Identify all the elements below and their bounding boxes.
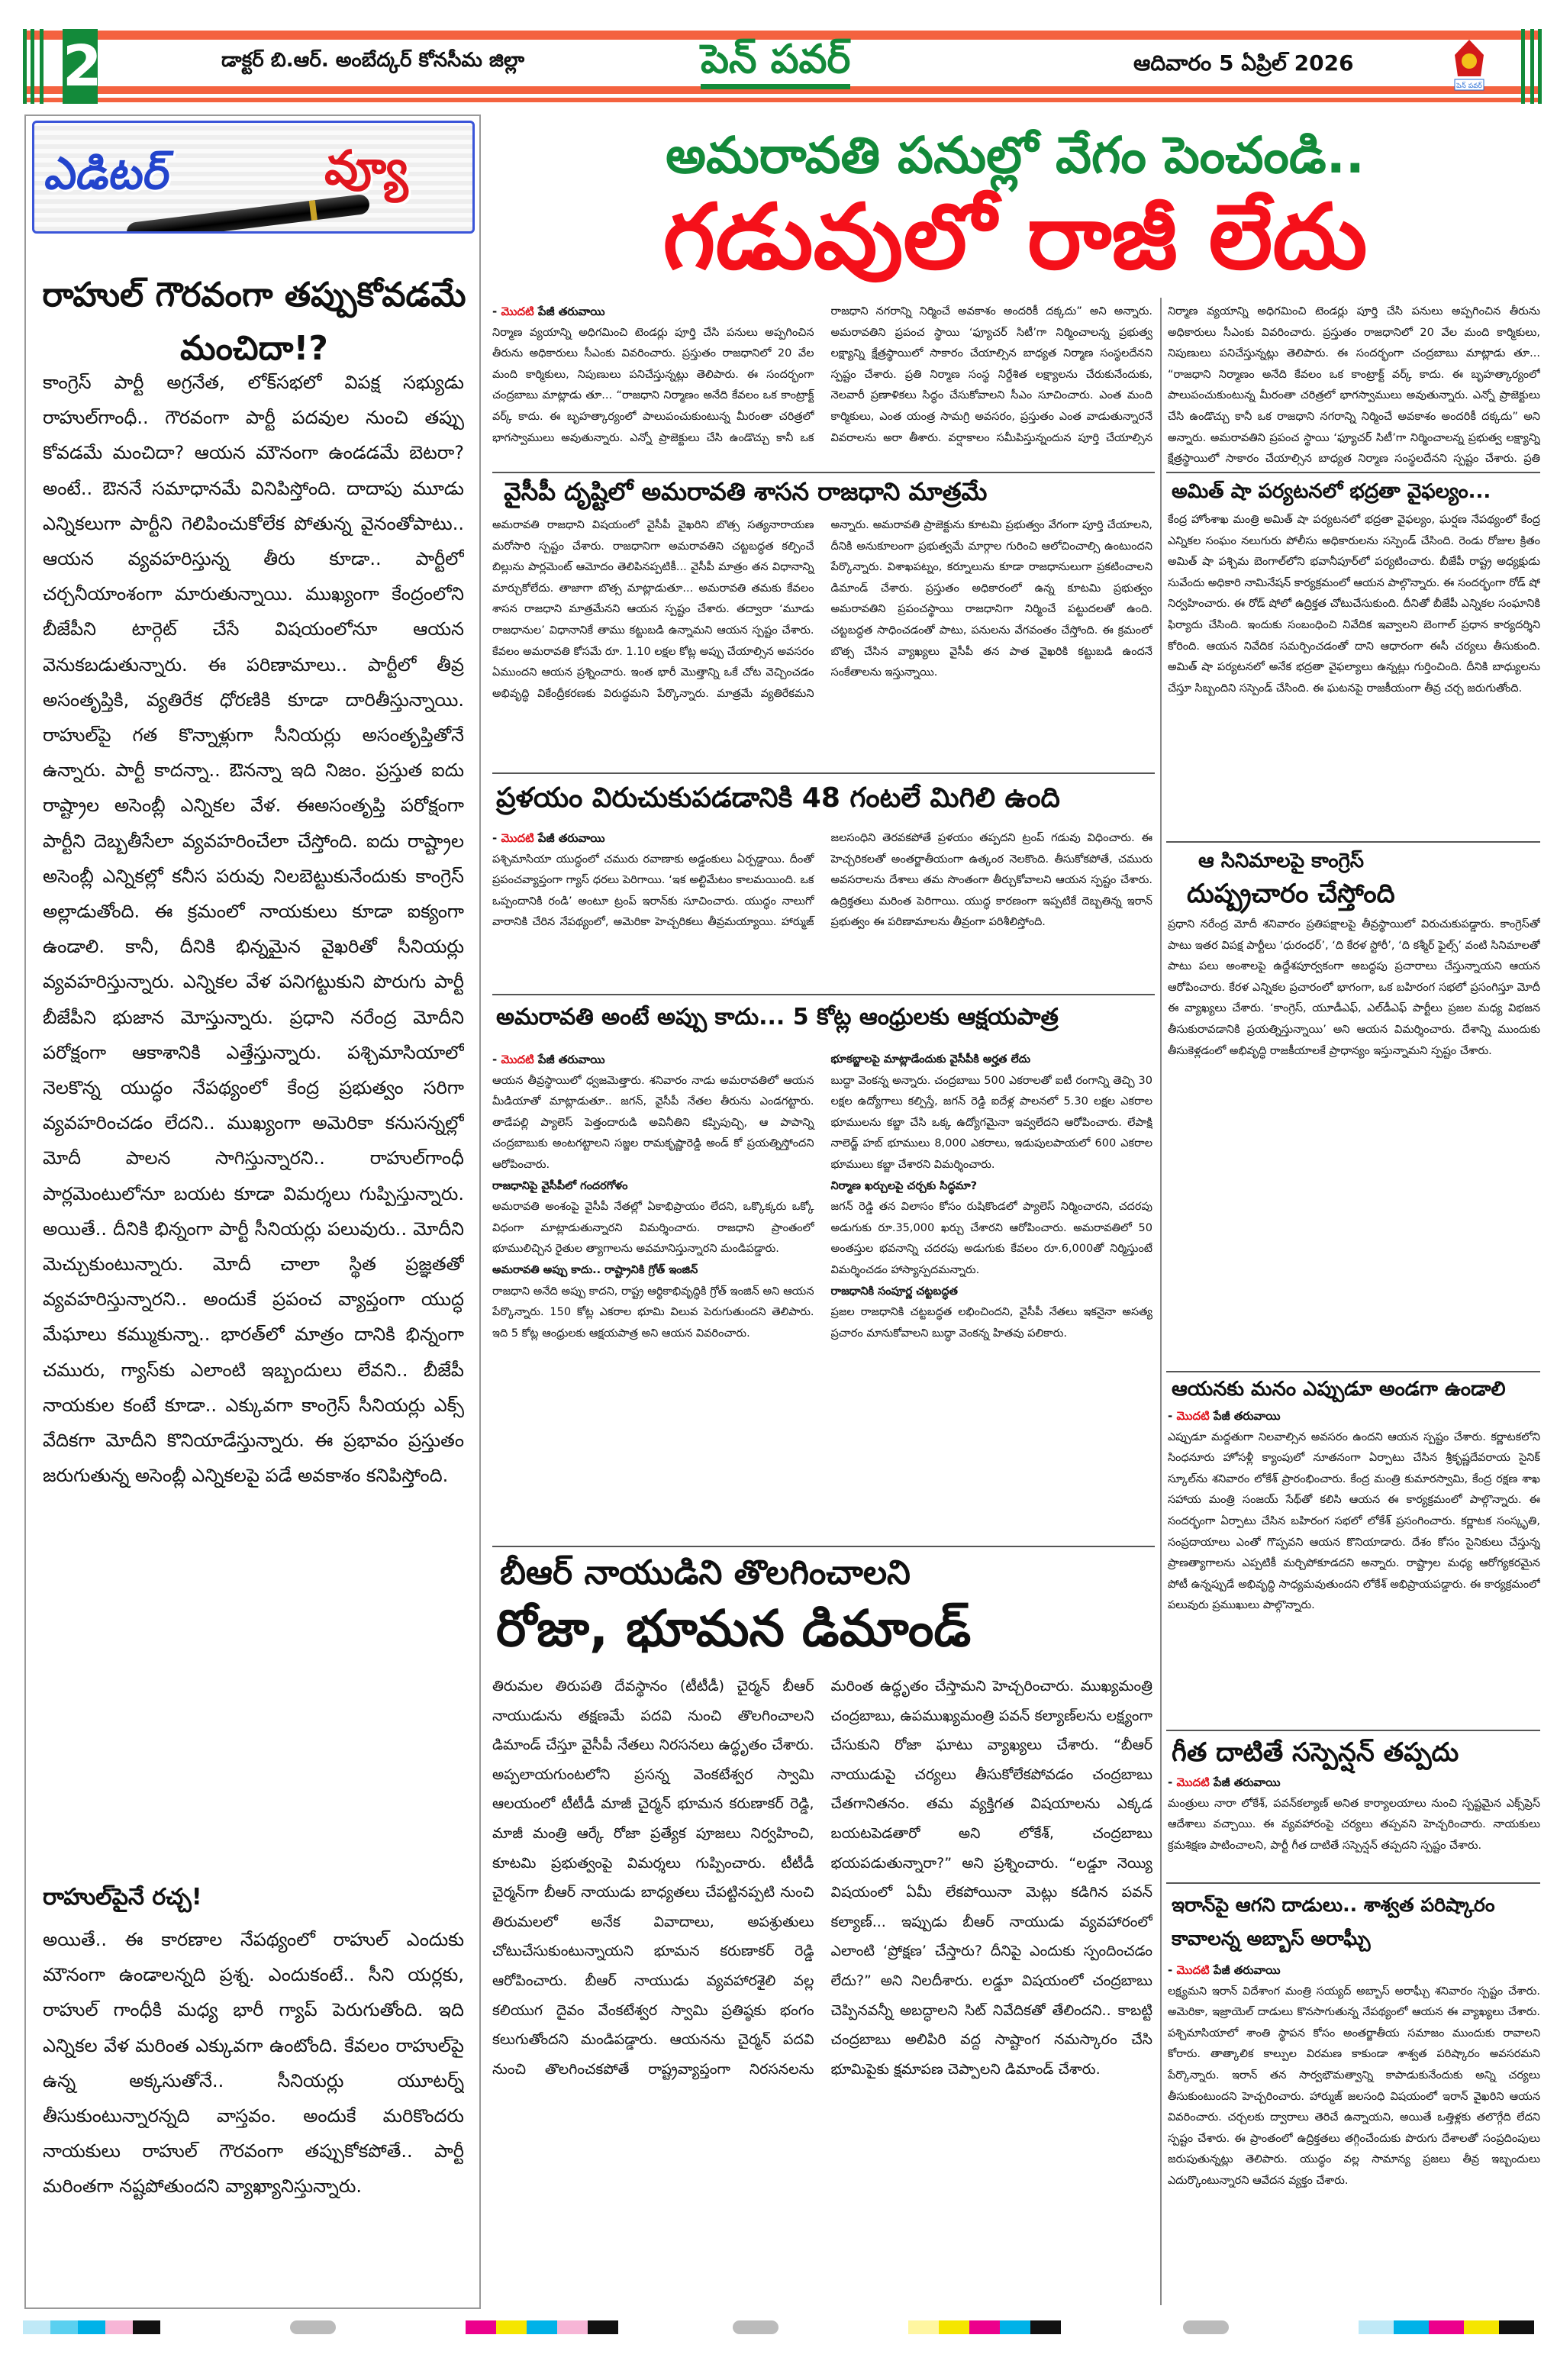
district-name: డాక్టర్ బి.ఆర్. అంబేద్కర్ కోనసీమ జిల్లా: [221, 49, 525, 72]
article-body: - మొదటి పేజీ తరువాయి ఎప్పుడూ మద్దతుగా నిలవాల్సిన అవసరం ఉందని ఆయన స్పష్టం చేశారు. కర్ణాటకలోని సింధనూరు హోసళ్లీ క్యాంపులో నూతనంగా ఏర్పాటు చేసిన శ్రీకృష్ణదేవరాయ సైనిక్ స్కూల్‌ను శనివారం లోకేశ్ ప్రారంభించారు. కేంద్ర మంత్రి కుమారస్వామి, కేంద్ర రక్షణ శాఖ సహాయ మంత్రి సంజయ్ సేథ్‌తో కలిసి ఆయన ఈ కార్యక్రమంలో పాల్గొన్నారు. ఈ సందర్భంగా ఏర్పాటు చేసిన బహిరంగ సభలో లోకేశ్ ప్రసంగించారు. కర్ణాటక సంస్కృతి, సంప్రదాయాలు ఎంతో గొప్పవని ఆయన కొనియాడారు. దేశం కోసం సైనికులు చేస్తున్న ప్రాణత్యాగాలను ఎప్పటికీ మర్చిపోకూడదని అన్నారు. రాష్ట్రాల మధ్య ఆరోగ్యకరమైన పోటీ ఉన్నప్పుడే అభివృద్ధి సాధ్యమవుతుందని లోకేశ్ అభిప్రాయపడ్డారు. ఈ కార్యక్రమంలో పలువురు ప్రముఖులు పాల్గొన్నారు.: [1168, 1409, 1540, 1612]
color-bar: [908, 2320, 1061, 2334]
lead-kicker: అమరావతి పనుల్లో వేగం పెంచండి..: [666, 126, 1365, 185]
subheading: నిర్మాణ ఖర్చులపై చర్చకు సిద్ధమా?: [830, 1179, 978, 1192]
lead-body: [492, 302, 1152, 469]
lead-headline: గడువులో రాజీ లేదు: [662, 184, 1368, 289]
article-body: - మొదటి పేజీ తరువాయి ఆయన తీవ్రస్థాయిలో ధ్వజమెత్తారు. శనివారం నాడు అమరావతిలో ఆయన మీడియాతో మాట్లాడుతూ.. జగన్, వైసీపీ నేతల తీరును ఎండగట్టారు. తాడేపల్లి ప్యాలెస్ పెత్తందారుడి అవినీతిని కప్పిపుచ్చి, ఆ పాపాన్ని చంద్రబాబుకు అంటగట్టాలని సజ్జల రామకృష్ణారెడ్డి అండ్ కో ప్రయత్నిస్తోందని ఆరోపించారు. రాజధానిపై వైసీపీలో గందరగోళం అమరావతి అంశంపై వైసీపీ నేతల్లో ఏకాభిప్రాయం లేదని, ఒక్కొక్కరు ఒక్కో విధంగా మాట్లాడుతున్నారని విమర్శించారు. రాజధాని ప్రాంతంలో భూములిచ్చిన రైతుల త్యాగాలను అవమానిస్తున్నారని మండిపడ్డారు. అమరావతి అప్పు కాదు.. రాష్ట్రానికి గ్రోత్ ఇంజిన్ రాజధాని అనేది అప్పు కాదని, రాష్ట్ర ఆర్థికాభివృద్ధికి గ్రోత్ ఇంజిన్ అని ఆయన పేర్కొన్నారు. 150 కోట్ల ఎకరాల భూమి విలువ పెరుగుతుందని తెలిపారు. ఇది 5 కోట్ల ఆంధ్రులకు ఆక్షయపాత్ర అని ఆయన వివరించారు. భూకబ్జాలపై మాట్లాడేందుకు వైసీపీకి అర్హత లేదు బుద్ధా వెంకన్న అన్నారు. చంద్రబాబు 500 ఎకరాలతో ఐటీ రంగాన్ని తెచ్చి 30 లక్షల ఉద్యోగాలు కల్పిస్తే, జగన్ రెడ్డి ఐదేళ్ల పాలనలో 5.30 లక్షల ఎకరాల భూములను కబ్జా చేసి ఒక్క ఉద్యోగమైనా ఇవ్వలేదని ఆరోపించారు. లేపాక్షి నాలెడ్జ్ హబ్ భూములు 8,000 ఎకరాలు, ఇడుపులపాయలో 600 ఎకరాల భూములు కబ్జా చేశారని విమర్శించారు. నిర్మాణ ఖర్చులపై చర్చకు సిద్ధమా? జగన్ రెడ్డి తన విలాసం కోసం రుషికొండలో ప్యాలెస్ నిర్మించారని, చదరపు అడుగుకు రూ.35,000 ఖర్చు చేశారని ఆరోపించారు. అమరావతిలో 50 అంతస్తుల భవనాన్ని చదరపు అడుగుకు కేవలం రూ.6,000తో నిర్మిస్తుంటే విమర్శించడం హాస్యాస్పదమన్నారు. రాజధానికి సంపూర్ణ చట్టబద్ధత ప్రజల రాజధానికి చట్టబద్ధత లభించిందని, వైసీపీ నేతలు ఇకనైనా అసత్య ప్రచారం మానుకోవాలని బుద్ధా వెంకన్న హితవు పలికారు.: [492, 1050, 1152, 1538]
color-bar: [1359, 2320, 1534, 2334]
border-line: [40, 29, 44, 104]
article-headline: ఇరాన్‌పై ఆగని దాడులు.. శాశ్వత పరిష్కారం కావాలన్న అబ్బాస్ అరాఘ్చీ: [1172, 1894, 1495, 1949]
article-kicker: ఆ సినిమాలపై కాంగ్రెస్: [1198, 850, 1364, 872]
page-number: 2: [63, 29, 98, 104]
border-line: [1530, 29, 1534, 104]
editor-view-column: [24, 114, 481, 2309]
article-headline: అమిత్ షా పర్యటనలో భద్రతా వైఫల్యం...: [1172, 480, 1491, 503]
article-body: అమరావతి రాజధాని విషయంలో వైసీపీ వైఖరిని బొత్స సత్యనారాయణ మరోసారి స్పష్టం చేశారు. రాజధానిగా అమరావతిని చట్టబద్ధత కల్పించే బిల్లును పార్లమెంట్ ఆమోదం తెలిపినప్పటికీ... వైసీపీ మాత్రం తన విధానాన్ని మార్చుకోలేదు. తాజాగా బొత్స మాట్లాడుతూ... అమరావతి తమకు కేవలం శాసన రాజధాని మాత్రమేనని ఆయన స్పష్టం చేశారు. తద్వారా ‘మూడు రాజధానుల’ విధానానికే తాము కట్టుబడి ఉన్నామని ఆయన స్పష్టం చేశారు. కేవలం అమరావతి కోసమే రూ. 1.10 లక్షల కోట్ల అప్పు చేయాల్సిన అవసరం ఏముందని ఆయన ప్రశ్నించారు. ఇంత భారీ మొత్తాన్ని ఒకే చోట వెచ్చించడం అభివృద్ధి వికేంద్రీకరణకు విరుద్ధమని పేర్కొన్నారు. మాత్రమే వ్యతిరేకమని అన్నారు. అమరావతి ప్రాజెక్టును కూటమి ప్రభుత్వం వేగంగా పూర్తి చేయాలని, దీనికి అనుకూలంగా ప్రభుత్వమే మార్గాల గురించి ఆలోచించాల్సి ఉంటుందని పేర్కొన్నారు. విశాఖపట్నం, కర్నూలును కూడా రాజధానులుగా ప్రకటించాలని డిమాండ్ చేశారు. ప్రస్తుతం అధికారంలో ఉన్న కూటమి ప్రభుత్వం అమరావతిని ప్రపంచస్థాయి రాజధానిగా నిర్మించే పట్టుదలతో ఉంది. చట్టబద్ధత సాధించడంతో పాటు, పనులను వేగవంతం చేస్తోంది. ఈ క్రమంలో బొత్స చేసిన వ్యాఖ్యలు వైసీపీ తన పాత వైఖరికి కట్టుబడి ఉందనే సంకేతాలను ఇస్తున్నాయి.: [492, 519, 1152, 700]
editorial-body-2: అయితే.. ఈ కారణాల నేపథ్యంలో రాహుల్ ఎందుకు మౌనంగా ఉండాలన్నది ప్రశ్న. ఎందుకంటే.. సీని యర్లకు, రాహుల్ గాంధీకి మధ్య భారీ గ్యాప్ పెరుగుతోంది. ఇది ఎన్నికల వేళ మరింత ఎక్కువగా ఉంటోంది. కేవలం రాహుల్‌పై ఉన్న అక్కసుతోనే.. సీనియర్లు యూటర్న్ తీసుకుంటున్నారన్నది వాస్తవం. అందుకే మరికొందరు నాయకులు రాహుల్ గౌరవంగా తప్పుకోకపోతే.. పార్టీ మరింతగా నష్టపోతుందని వ్యాఖ్యానిస్తున్నారు.: [43, 1929, 464, 2198]
divider: [492, 994, 1155, 995]
issue-date: ఆదివారం 5 ఏప్రిల్ 2026: [1133, 50, 1354, 76]
article-headline: అమరావతి అంటే అప్పు కాదు... 5 కోట్ల ఆంధ్రులకు ఆక్షయపాత్ర: [496, 1004, 1059, 1030]
logo-text: ఎడిటర్: [42, 147, 175, 199]
divider: [1166, 1882, 1540, 1884]
masthead: [23, 29, 1542, 104]
divider: [492, 472, 1155, 473]
color-bar: [733, 2320, 778, 2334]
svg-text:పెన్ పవర్: పెన్ పవర్: [1456, 82, 1482, 90]
article-headline: ఆయనకు మనం ఎప్పుడూ అండగా ఉండాలి: [1172, 1378, 1506, 1401]
editorial-body: కాంగ్రెస్ పార్టీ అగ్రనేత, లోక్‌సభలో విపక్ష సభ్యుడు రాహుల్‌గాంధీ.. గౌరవంగా పార్టీ పదవుల నుంచి తప్పు కోవడమే మంచిదా? ఆయన మౌనంగా ఉండడమే బెటరా? అంటే.. ఔననే సమాధానమే వినిపిస్తోంది. దాదాపు మూడు ఎన్నికలుగా పార్టీని గెలిపించుకోలేక పోతున్న వైనంతోపాటు.. ఆయన వ్యవహరిస్తున్న తీరు కూడా.. పార్టీలో చర్చనీయాంశంగా మారుతున్నాయి. ముఖ్యంగా కేంద్రంలోని బీజేపీని టార్గెట్ చేసే విషయంలోనూ ఆయన వెనుకబడుతున్నారు. ఈ పరిణామాలు.. పార్టీలో తీవ్ర అసంతృప్తికి, వ్యతిరేక ధోరణికి కూడా దారితీస్తున్నాయి. రాహుల్‌పై గత కొన్నాళ్లుగా సీనియర్లు అసంతృప్తితోనే ఉన్నారు. పార్టీ కాదన్నా.. ఔనన్నా ఇది నిజం. ప్రస్తుత ఐదు రాష్ట్రాల అసెంబ్లీ ఎన్నికల వేళ. ఈఅసంతృప్తి పరోక్షంగా పార్టీని దెబ్బతీసేలా వ్యవహరించేలా చేస్తోంది. ఐదు రాష్ట్రాల అసెంబ్లీ ఎన్నికల్లో కనీస పరువు నిలబెట్టుకునేందుకు కాంగ్రెస్ అల్లాడుతోంది. ఈ క్రమంలో నాయకులు కూడా ఐక్యంగా ఉండాలి. కానీ, దీనికి భిన్నమైన వైఖరితో సీనియర్లు వ్యవహరిస్తున్నారు. ఎన్నికల వేళ పనిగట్టుకుని పొరుగు పార్టీ బీజేపీని భుజాన మోస్తున్నారు. ప్రధాని నరేంద్ర మోదీని పరోక్షంగా ఆకాశానికి ఎత్తేస్తున్నారు. పశ్చిమాసియాలో నెలకొన్న యుద్ధం నేపథ్యంలో కేంద్ర ప్రభుత్వం సరిగా వ్యవహరించడం లేదని.. ముఖ్యంగా అమెరికా కనుసన్నల్లో మోదీ పాలన సాగిస్తున్నారని.. రాహుల్‌గాంధీ పార్లమెంటులోనూ బయట కూడా విమర్శలు గుప్పిస్తున్నారు. అయితే.. దీనికి భిన్నంగా పార్టీ సీనియర్లు పలువురు.. మోదీని మెచ్చుకుంటున్నారు. మోదీ చాలా స్థిత ప్రజ్ఞతతో వ్యవహరిస్తున్నారని.. అందుకే ప్రపంచ వ్యాప్తంగా యుద్ధ మేఘాలు కమ్ముకున్నా.. భారత్‌లో మాత్రం దానికి భిన్నంగా చమురు, గ్యాస్‌కు ఎలాంటి ఇబ్బందులు లేవని.. బీజేపీ నాయకుల కంటే కూడా.. ఎక్కువగా కాంగ్రెస్ సీనియర్లు ఎక్స్ వేదికగా మోదీని కొనియాడేస్తున్నారు. ఈ ప్రభావం ప్రస్తుతం జరుగుతున్న అసెంబ్లీ ఎన్నికలపై పడే అవకాశం కనిపిస్తోంది.: [43, 372, 464, 1487]
article-kicker: బీఆర్ నాయుడిని తొలగించాలని: [500, 1553, 911, 1592]
border-line: [1538, 29, 1542, 104]
stripe: [23, 98, 1542, 102]
border-line: [31, 29, 34, 104]
lead-text: నిర్మాణ వ్యయాన్ని అధిగమించి టెండర్లు పూర్తి చేసి పనులు అప్పగించిన తీరును అధికారులు సీఎంకు వివరించారు. ప్రస్తుతం రాజధానిలో 20 వేల మంది కార్మికులు, నిపుణులు పనిచేస్తున్నట్లు తెలిపారు. ఈ సందర్భంగా చంద్రబాబు మాట్లాడు తూ... “రాజధాని నిర్మాణం అనేది కేవలం ఒక కాంట్రాక్ట్ వర్క్ కాదు. ఈ బృహత్కార్యంలో పాలుపంచుకుంటున్న మీరంతా చరిత్రలో భాగస్వాములు అవుతున్నారు. ఎన్నో ప్రాజెక్టులు చేసి ఉండొచ్చు కానీ ఒక రాజధాని నగరాన్ని నిర్మించే అవకాశం అందరికీ దక్కదు” అని అన్నారు. అమరావతిని ప్రపంచ స్థాయి ‘ఫ్యూచర్ సిటీ’గా నిర్మించాలన్న ప్రభుత్వ లక్ష్యాన్ని క్షేత్రస్థాయిలో సాకారం చేయాల్సిన బాధ్యత నిర్మాణ సంస్థలదేనని స్పష్టం చేశారు. ప్రతి నిర్మాణ సంస్థ నిర్దేశిత లక్ష్యాలను చేరుకునేందుకు, నెలవారీ ప్రణాళికలు సిద్ధం చేసుకోవాలని సీఎం సూచించారు. ఎంత మంది కార్మికులు, ఎంత యంత్ర సామగ్రి అవసరం, ప్రస్తుతం ఎంత వాడుతున్నారనే వివరాలను అరా తీశారు. వర్షాకాలం సమీపిస్తున్నందున పూర్తి చేయాల్సిన: [492, 305, 1152, 444]
column-divider: [1160, 298, 1162, 2305]
article-body: కేంద్ర హోంశాఖ మంత్రి అమిత్ షా పర్యటనలో భద్రతా వైఫల్యం, ఘర్షణ నేపథ్యంలో కేంద్ర ఎన్నికల సంఘం నలుగురు పోలీసు అధికారులను సస్పెండ్ చేసింది. రెండు రోజుల క్రితం అమిత్ షా పశ్చిమ బెంగాల్‌లోని భవానీపూర్‌లో పర్యటించారు. బీజేపీ రాష్ట్ర అధ్యక్షుడు సువేందు అధికారి నామినేషన్ కార్యక్రమంలో ఆయన పాల్గొన్నారు. ఈ సందర్భంగా రోడ్ షో నిర్వహించారు. ఈ రోడ్ షోలో ఉద్రిక్తత చోటుచేసుకుంది. దీనితో బీజేపీ ఎన్నికల సంఘానికి ఫిర్యాదు చేసింది. ఇందుకు సంబంధించి నివేదిక ఇవ్వాలని బెంగాల్ ప్రధాన కార్యదర్శిని కోరింది. ఆయన నివేదిక సమర్పించడంతో దాని ఆధారంగా ఈసీ చర్యలు తీసుకుంది. అమిత్ షా పర్యటనలో అనేక భద్రతా వైఫల్యాలు ఉన్నట్లు గుర్తించింది. దీనికి బాధ్యులను చేస్తూ సిబ్బందిని సస్పెండ్ చేసింది. ఈ ఘటనపై రాజకీయంగా తీవ్ర చర్చ జరుగుతోంది.: [1168, 514, 1540, 695]
editorial-headline: రాహుల్ గౌరవంగా తప్పుకోవడమే మంచిదా!?: [42, 276, 466, 368]
color-bar: [1183, 2320, 1229, 2334]
border-line: [1521, 29, 1525, 104]
paper-logo-icon: [1450, 38, 1488, 95]
subheading: భూకబ్జాలపై మాట్లాడేందుకు వైసీపీకి అర్హత లేదు: [830, 1053, 1030, 1066]
continued-label: - మొదటి పేజీ తరువాయి: [492, 305, 605, 318]
subheading: రాజధానిపై వైసీపీలో గందరగోళం: [492, 1179, 628, 1192]
article-body: తిరుమల తిరుపతి దేవస్థానం (టీటీడీ) చైర్మన్ బీఆర్ నాయుడును తక్షణమే పదవి నుంచి తొలగించాలని డిమాండ్ చేస్తూ వైసీపీ నేతలు నిరసనలు ఉద్ధృతం చేశారు. అప్పలాయగుంటలోని ప్రసన్న వెంకటేశ్వర స్వామి ఆలయంలో టీటీడీ మాజీ చైర్మన్ భూమన కరుణాకర్ రెడ్డి, మాజీ మంత్రి ఆర్కే రోజా ప్రత్యేక పూజలు నిర్వహించి, కూటమి ప్రభుత్వంపై విమర్శలు గుప్పించారు. టీటీడీ చైర్మన్‌గా బీఆర్ నాయుడు బాధ్యతలు చేపట్టినప్పటి నుంచి తిరుమలలో అనేక వివాదాలు, అపశ్రుతులు చోటుచేసుకుంటున్నాయని భూమన కరుణాకర్ రెడ్డి ఆరోపించారు. బీఆర్ నాయుడు వ్యవహారశైలి వల్ల కలియుగ దైవం వేంకటేశ్వర స్వామి ప్రతిష్ఠకు భంగం కలుగుతోందని మండిపడ్డారు. ఆయనను చైర్మన్ పదవి నుంచి తొలగించకపోతే రాష్ట్రవ్యాప్తంగా నిరసనలను మరింత ఉద్ధృతం చేస్తామని హెచ్చరించారు. ముఖ్యమంత్రి చంద్రబాబు, ఉపముఖ్యమంత్రి పవన్ కల్యాణ్‌లను లక్ష్యంగా చేసుకుని రోజా ఘాటు వ్యాఖ్యలు చేశారు. “బీఆర్ నాయుడుపై చర్యలు తీసుకోలేకపోవడం చంద్రబాబు చేతగానితనం. తమ వ్యక్తిగత విషయాలను ఎక్కడ బయటపెడతారో అని లోకేశ్, చంద్రబాబు భయపడుతున్నారా?” అని ప్రశ్నించారు. “లడ్డూ నెయ్యి విషయంలో ఏమీ లేకపోయినా మెట్లు కడిగిన పవన్ కల్యాణ్... ఇప్పుడు బీఆర్ నాయుడు వ్యవహారంలో ఎలాంటి ‘ప్రోక్షణ’ చేస్తారు? దీనిపై ఎందుకు స్పందించడం లేదు?” అని నిలదీశారు. లడ్డూ విషయంలో చంద్రబాబు చెప్పినవన్నీ అబద్ధాలని సిట్ నివేదికతో తేలిందని.. కాబట్టి చంద్రబాబు అలిపిరి వద్ద సాష్టాంగ నమస్కారం చేసి భూమిపైకు క్షమాపణ చెప్పాలని డిమాండ్ చేశారు.: [492, 1678, 1152, 2078]
divider: [1166, 841, 1540, 843]
editorial-subhead: రాహుల్‌పైనే రచ్చ!: [43, 1884, 202, 1911]
article-headline: దుష్ప్రచారం చేస్తోంది: [1187, 879, 1395, 909]
border-line: [23, 29, 27, 104]
color-bar: [466, 2320, 618, 2334]
article-body: - మొదటి పేజీ తరువాయి లక్ష్యమని ఇరాన్ విదేశాంగ మంత్రి సయ్యద్ అబ్బాస్ అరాఘ్చీ శనివారం స్పష్టం చేశారు. అమెరికా, ఇజ్రాయెల్ దాడులు కొనసాగుతున్న నేపథ్యంలో ఆయన ఈ వ్యాఖ్యలు చేశారు. పశ్చిమాసియాలో శాంతి స్థాపన కోసం అంతర్జాతీయ సమాజం ముందుకు రావాలని కోరారు. తాత్కాలిక కాల్పుల విరమణ కాకుండా శాశ్వత పరిష్కారం అవసరమని పేర్కొన్నారు. ఇరాన్ తన సార్వభౌమత్వాన్ని కాపాడుకునేందుకు అన్ని చర్యలు తీసుకుంటుందని హెచ్చరించారు. హార్ముజ్ జలసంధి విషయంలో ఇరాన్ వైఖరిని ఆయన వివరించారు. చర్చలకు ద్వారాలు తెరిచే ఉన్నాయని, అయితే ఒత్తిళ్లకు తలొగ్గేది లేదని స్పష్టం చేశారు. ఈ ప్రాంతంలో ఉద్రిక్తతలు తగ్గించేందుకు పొరుగు దేశాలతో సంప్రదింపులు జరుపుతున్నట్లు తెలిపారు. యుద్ధం వల్ల సామాన్య ప్రజలు తీవ్ర ఇబ్బందులు ఎదుర్కొంటున్నారని ఆవేదన వ్యక్తం చేశారు.: [1168, 1963, 1540, 2187]
article-headline: రోజా, భూమన డిమాండ్: [496, 1599, 972, 1658]
article-body: - మొదటి పేజీ తరువాయి పశ్చిమాసియా యుద్ధంలో చమురు రవాణాకు అడ్డంకులు ఏర్పడ్డాయి. దీంతో ప్రపంచవ్యాప్తంగా గ్యాస్ ధరలు పెరిగాయి. ‘ఇక అల్టిమేటం కాలమయింది. ఒక ఒప్పందానికి రండి’ అంటూ ట్రంప్ ఇరాన్‌కు సూచించారు. యుద్ధం నాలుగో వారానికి చేరిన నేపథ్యంలో, అమెరికా హెచ్చరికలు తీవ్రమయ్యాయి. హార్ముజ్ జలసంధిని తెరవకపోతే ప్రళయం తప్పదని ట్రంప్ గడువు విధించారు. ఈ హెచ్చరికలతో అంతర్జాతీయంగా ఉత్కంఠ నెలకొంది. తీసుకోకపోతే, చమురు అవసరాలను దేశాలు తమ సొంతంగా తీర్చుకోవాలని ఆయన స్పష్టం చేశారు. ఉద్రిక్తతలు మరింత పెరిగాయి. యుద్ధ కారణంగా ఇప్పటికే దెబ్బతిన్న ఇరాన్ ప్రభుత్వం ఈ పరిణామాలను తీవ్రంగా పరిశీలిస్తోంది.: [492, 831, 1152, 929]
color-bar: [23, 2320, 160, 2334]
paper-title: పెన్ పవర్: [701, 35, 850, 89]
logo-text: వ్యూ: [324, 140, 408, 195]
article-body: ప్రధాని నరేంద్ర మోదీ శనివారం ప్రతిపక్షాలపై తీవ్రస్థాయిలో విరుచుకుపడ్డారు. కాంగ్రెస్‌తో పాటు ఇతర విపక్ష పార్టీలు ‘ధురంధర్’, ‘ది కేరళ స్టోరీ’, ‘ది కశ్మీర్ ఫైల్స్’ వంటి సినిమాలతో పాటు పలు అంశాలపై ఉద్దేశపూర్వకంగా అబద్ధపు ప్రచారాలు చేస్తున్నాయని ఆయన ఆరోపించారు. కేరళ ఎన్నికల ప్రచారంలో భాగంగా, ఒక బహిరంగ సభలో ప్రసంగిస్తూ మోదీ ఈ వ్యాఖ్యలు చేశారు. ‘కాంగ్రెస్, యూడీఎఫ్, ఎల్‌డీఎఫ్ పార్టీలు ప్రజల మధ్య విభజన తీసుకురావడానికి ప్రయత్నిస్తున్నాయి’ అని ఆయన విమర్శించారు. దేశాన్ని ముందుకు తీసుకెళ్లడంలో అభివృద్ధి రాజకీయాలకే ప్రాధాన్యం ఇస్తున్నామని స్పష్టం చేశారు.: [1168, 918, 1540, 1057]
divider: [492, 772, 1155, 774]
divider: [1166, 472, 1540, 473]
divider: [492, 1546, 1155, 1547]
article-headline: గీత దాటితే సస్పెన్షన్ తప్పదు: [1172, 1737, 1459, 1768]
article-headline: వైసీపీ దృష్టిలో అమరావతి శాసన రాజధాని మాత్రమే: [504, 477, 988, 506]
color-bar: [290, 2320, 336, 2334]
subheading: రాజధానికి సంపూర్ణ చట్టబద్ధత: [830, 1285, 958, 1298]
editor-view-logo: [32, 121, 475, 234]
divider: [1166, 1371, 1540, 1372]
lead-body-cont: నిర్మాణ వ్యయాన్ని అధిగమించి టెండర్లు పూర్తి చేసి పనులు అప్పగించిన తీరును అధికారులు సీఎంకు వివరించారు. ప్రస్తుతం రాజధానిలో 20 వేల మంది కార్మికులు, నిపుణులు పనిచేస్తున్నట్లు తెలిపారు. ఈ సందర్భంగా చంద్రబాబు మాట్లాడు తూ... “రాజధాని నిర్మాణం అనేది కేవలం ఒక కాంట్రాక్ట్ వర్క్ కాదు. ఈ బృహత్కార్యంలో పాలుపంచుకుంటున్న మీరంతా చరిత్రలో భాగస్వాములు అవుతున్నారు. ఎన్నో ప్రాజెక్టులు చేసి ఉండొచ్చు కానీ ఒక రాజధాని నగరాన్ని నిర్మించే అవకాశం అందరికీ దక్కదు” అని అన్నారు. అమరావతిని ప్రపంచ స్థాయి ‘ఫ్యూచర్ సిటీ’గా నిర్మించాలన్న ప్రభుత్వ లక్ష్యాన్ని క్షేత్రస్థాయిలో సాకారం చేయాల్సిన బాధ్యత నిర్మాణ సంస్థలదేనని స్పష్టం చేశారు. ప్రతి: [1168, 305, 1540, 466]
subheading: అమరావతి అప్పు కాదు.. రాష్ట్రానికి గ్రోత్ ఇంజిన్: [492, 1263, 698, 1276]
article-body: - మొదటి పేజీ తరువాయి మంత్రులు నారా లోకేశ్, పవన్‌కల్యాణ్ అనిత కార్యాలయాలు నుంచి స్పష్టమైన ఎక్స్‌ప్రెస్ ఆదేశాలు వచ్చాయి. ఈ వ్యవహారంపై చర్యలు తప్పవని హెచ్చరించారు. నాయకులు క్రమశిక్షణ పాటించాలని, పార్టీ గీత దాటితే సస్పెన్షన్ తప్పదని స్పష్టం చేశారు.: [1168, 1775, 1540, 1852]
divider: [1166, 1730, 1540, 1731]
article-headline: ప్రళయం విరుచుకుపడడానికి 48 గంటలే మిగిలి ఉంది: [496, 782, 1060, 814]
